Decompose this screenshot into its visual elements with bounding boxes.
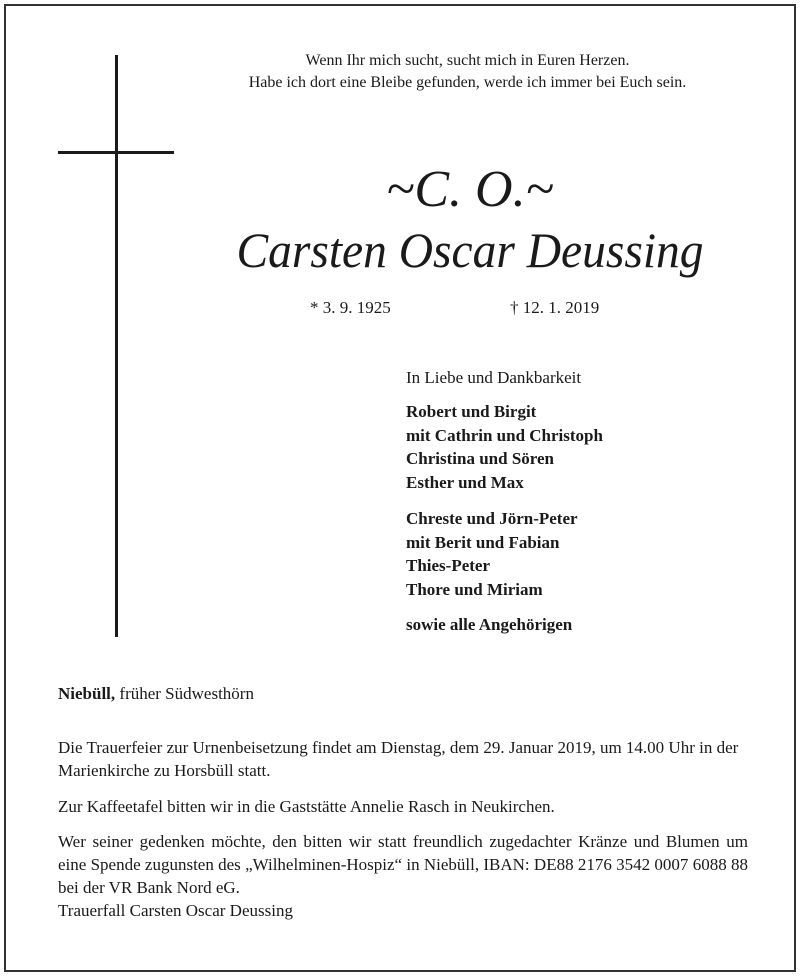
mourning-intro: In Liebe und Dankbarkeit (406, 368, 582, 387)
notice-border (4, 4, 796, 972)
mourner-group (406, 613, 572, 637)
mourner: Thore und Miriam (406, 579, 543, 599)
nickname: ~C. O.~ (386, 161, 554, 218)
mourner: mit Cathrin und Christoph (406, 425, 603, 445)
cross-icon (115, 55, 118, 637)
donation-text: Wer seiner gedenken möchte, den bitten wir statt freundlich zugedachter Kränze und Blumen um eine Spende zugunsten des „Wilhelminen-Hospiz“ in Niebüll, IBAN: DE88 2176 3542 0007 6088 88 bei der VR Bank Nord eG. (58, 832, 748, 897)
deceased-name: Carsten Oscar Deussing (236, 222, 704, 278)
mourner: Chreste und Jörn-Peter (406, 509, 578, 528)
motto-line: Habe ich dort eine Bleibe gefunden, werde ich immer bei Euch sein. (248, 74, 687, 91)
coffee-info: Zur Kaffeetafel bitten wir in die Gaststätte Annelie Rasch in Neukirchen. (58, 797, 555, 816)
mourner: mit Berit und Fabian (406, 532, 560, 552)
place (58, 684, 254, 704)
place-town: Niebüll, (58, 684, 116, 703)
donation-info (58, 830, 748, 922)
mourner: sowie alle Angehörigen (406, 615, 573, 634)
cross-icon-bar (58, 151, 174, 154)
mourner-group (406, 400, 603, 494)
birth-date: * 3. 9. 1925 (310, 298, 391, 317)
motto (180, 50, 755, 94)
mourner: Thies-Peter (406, 556, 491, 575)
funeral-info: Die Trauerfeier zur Urnenbeisetzung findet am Dienstag, dem 29. Januar 2019, um 14.00 Uhr in der Marienkirche zu Horsbüll statt. (58, 738, 739, 780)
place-former: früher Südwesthörn (119, 684, 254, 703)
mourner: Christina und Sören (406, 449, 555, 468)
signature-line: Trauerfall Carsten Oscar Deussing (58, 901, 293, 920)
motto-line: Wenn Ihr mich sucht, sucht mich in Euren Herzen. (305, 52, 630, 69)
mourner: Esther und Max (406, 472, 524, 492)
mourner: Robert und Birgit (406, 402, 537, 421)
death-date: † 12. 1. 2019 (510, 298, 600, 317)
mourner-group (406, 507, 578, 601)
